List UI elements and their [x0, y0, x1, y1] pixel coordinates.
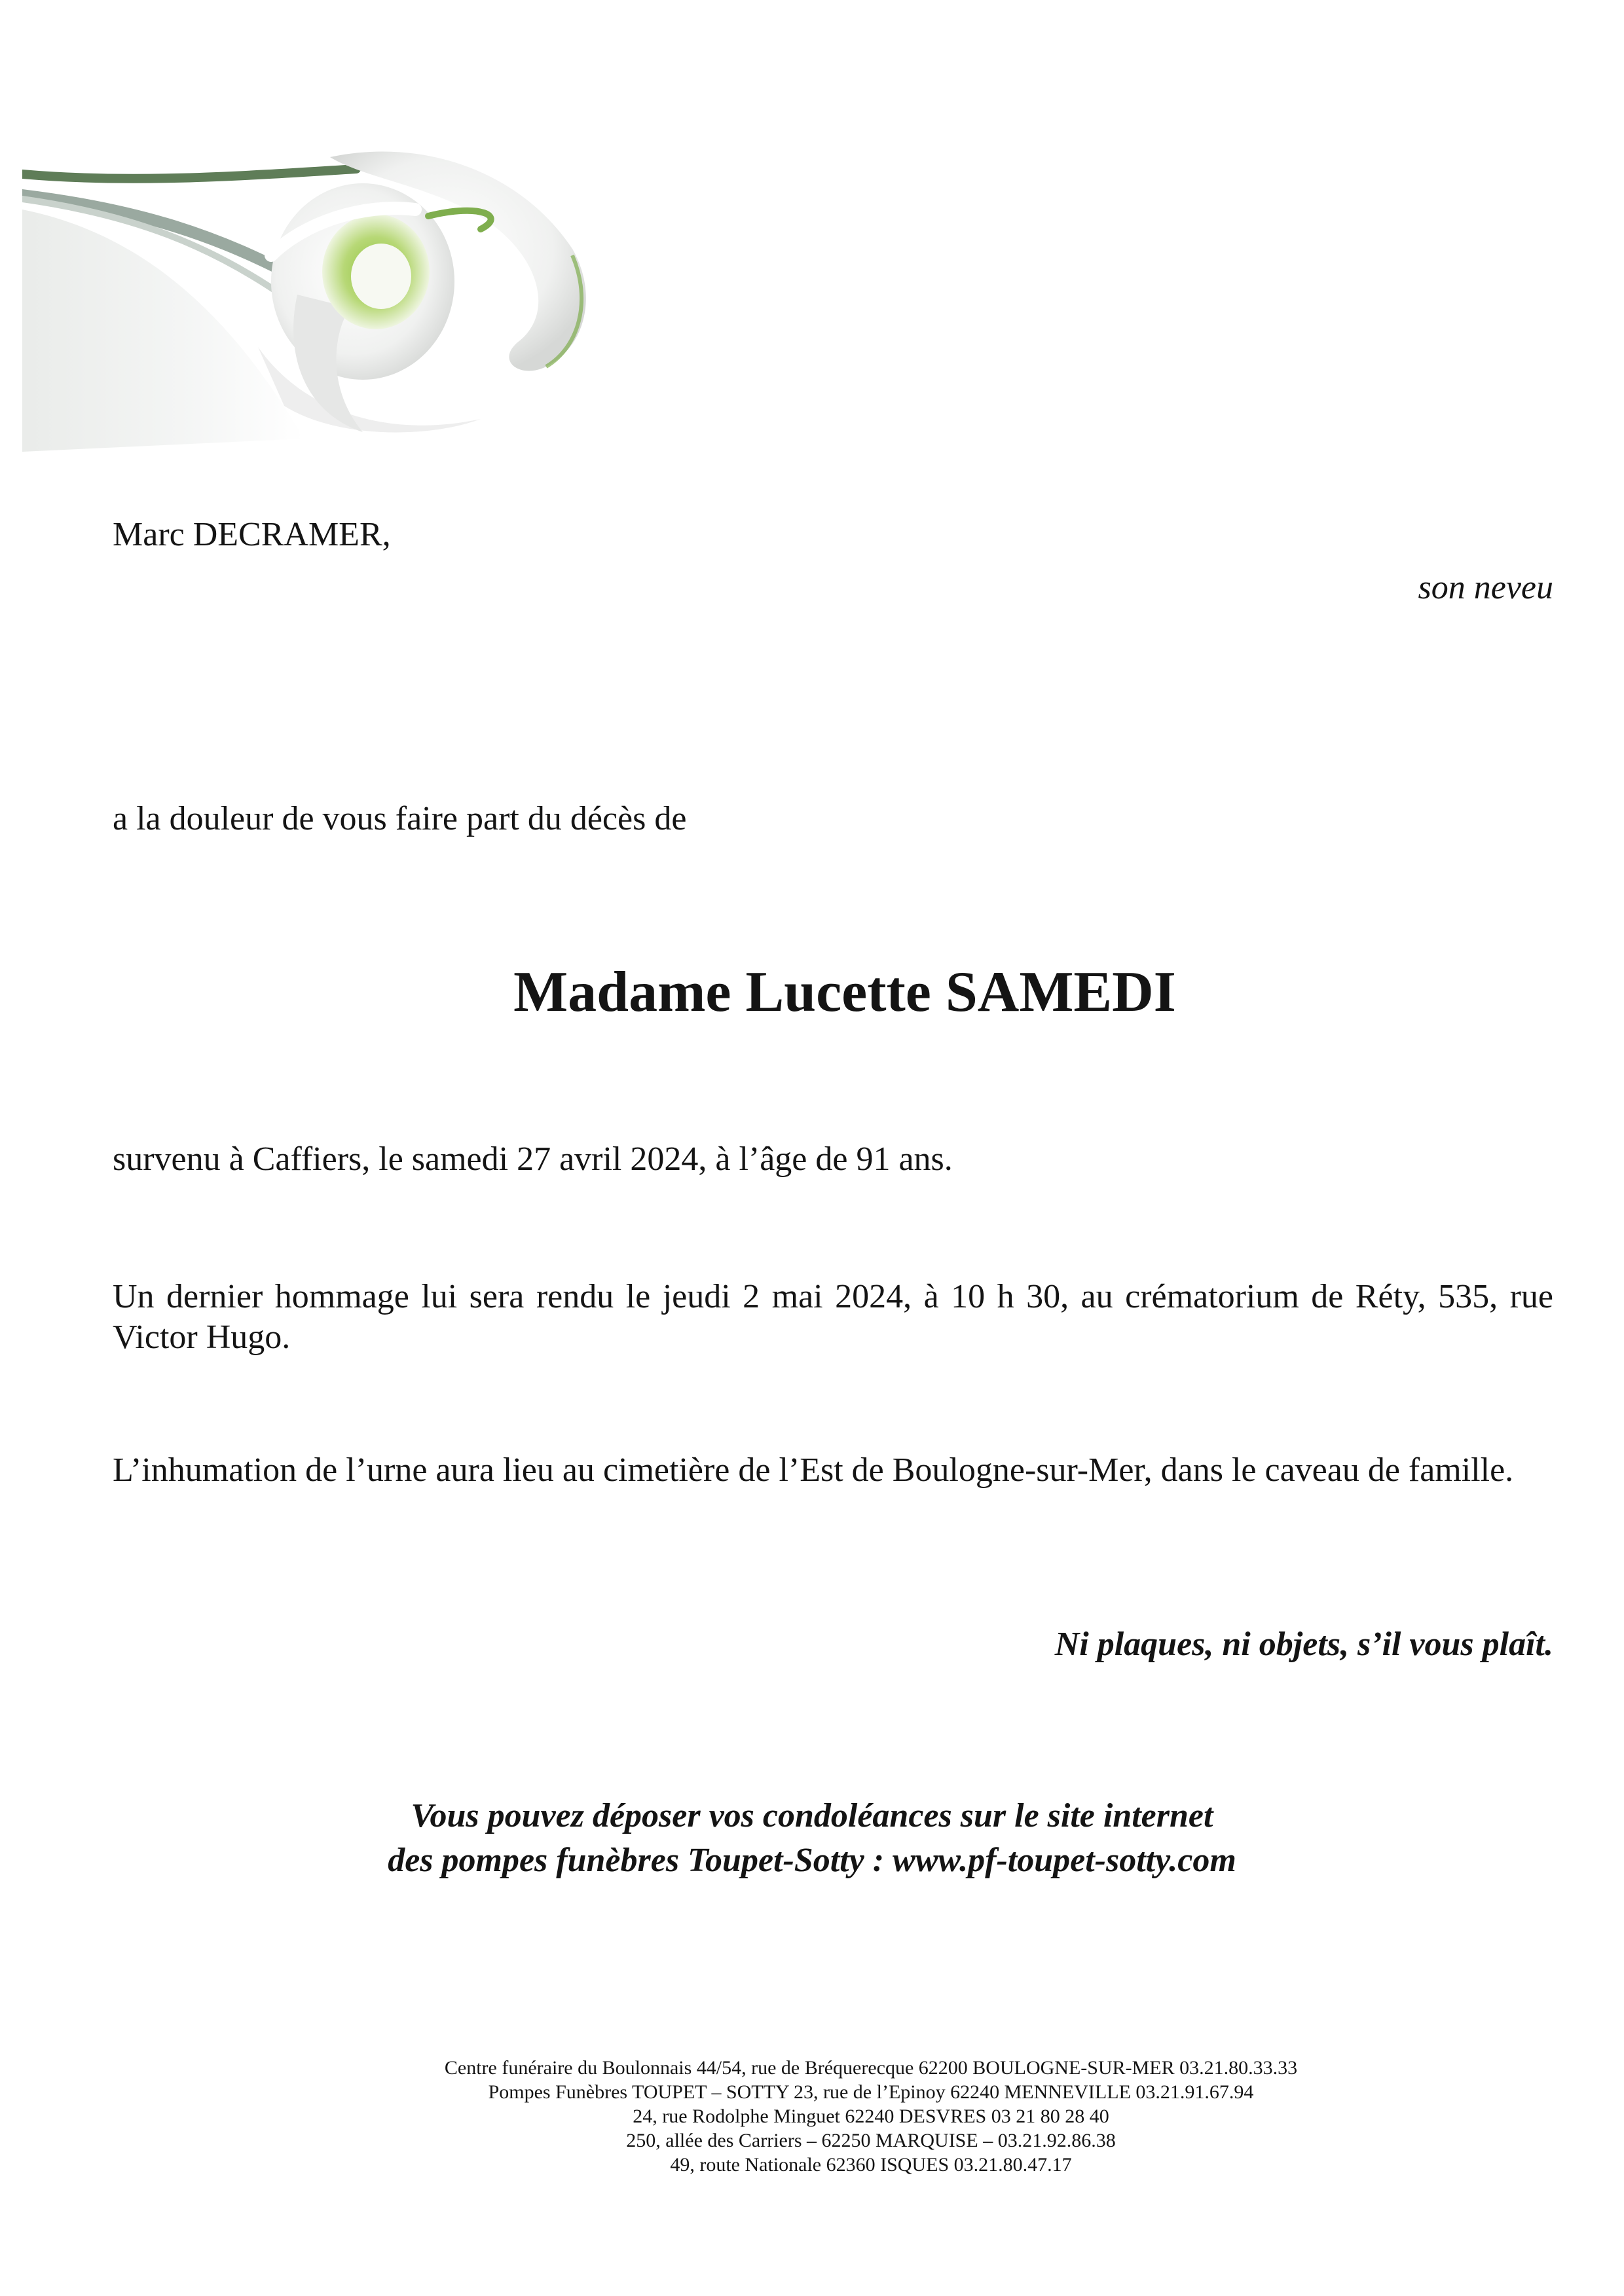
condolences-website-line: des pompes funèbres Toupet-Sotty : www.pf-toupet-sotty.com [388, 1842, 1236, 1879]
condolences-line: Vous pouvez déposer vos condoléances sur le site internet [411, 1797, 1213, 1834]
condolences-message [0, 1794, 1624, 1883]
sender-relation: son neveu [1418, 569, 1553, 606]
footer-address-line: 49, route Nationale 62360 ISQUES 03.21.80.47.17 [670, 2154, 1072, 2176]
announcement-intro: a la douleur de vous faire part du décès de [113, 800, 687, 837]
deceased-name: Madame Lucette SAMEDI [513, 960, 1176, 1024]
calla-lily-image [22, 131, 625, 452]
footer-address-line: Pompes Funèbres TOUPET – SOTTY 23, rue de l’Epinoy 62240 MENNEVILLE 03.21.91.67.94 [488, 2081, 1254, 2103]
footer-address-line: 250, allée des Carriers – 62250 MARQUISE – 03.21.92.86.38 [626, 2130, 1116, 2151]
sender-name: Marc DECRAMER, [113, 516, 391, 553]
ceremony-details: Un dernier hommage lui sera rendu le jeudi 2 mai 2024, à 10 h 30, au crématorium de Réty, 535, rue Victor Hugo. [113, 1278, 1553, 1356]
footer-address-line: 24, rue Rodolphe Minguet 62240 DESVRES 03 21 80 28 40 [633, 2105, 1109, 2127]
footer-address-line: Centre funéraire du Boulonnais 44/54, rue de Bréquerecque 62200 BOULOGNE-SUR-MER 03.21.80.33.33 [444, 2057, 1298, 2079]
no-flowers-request: Ni plaques, ni objets, s’il vous plaît. [1054, 1626, 1553, 1663]
death-details: survenu à Caffiers, le samedi 27 avril 2024, à l’âge de 91 ans. [113, 1140, 953, 1178]
funeral-home-footer [0, 2056, 1624, 2177]
burial-details: L’inhumation de l’urne aura lieu au cimetière de l’Est de Boulogne-sur-Mer, dans le caveau de famille. [113, 1451, 1514, 1489]
